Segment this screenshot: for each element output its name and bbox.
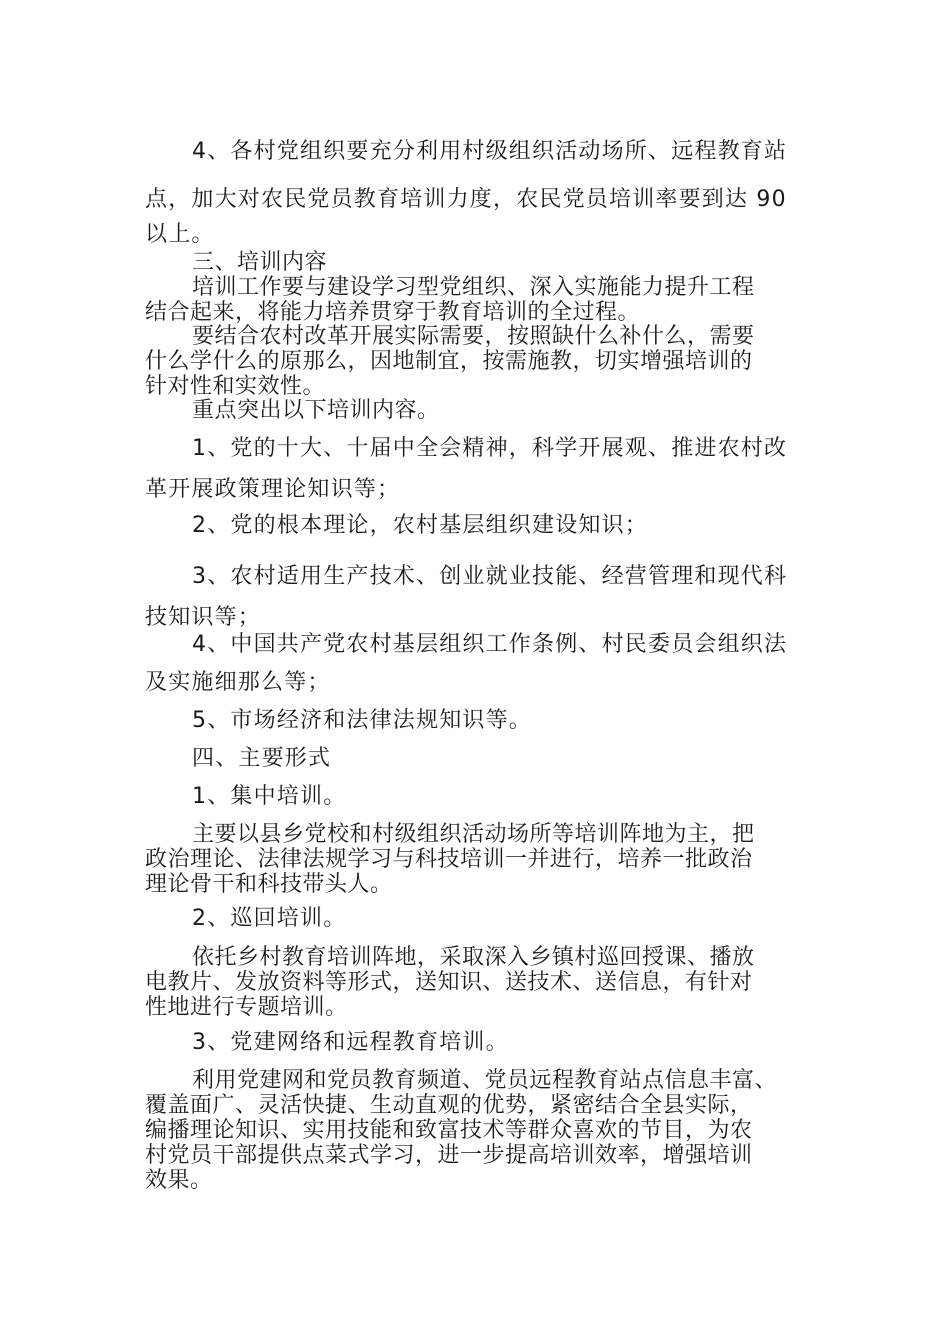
- text-line: 什么学什么的原那么，因地制宜，按需施教，切实增强培训的: [145, 349, 753, 374]
- text-line: 针对性和实效性。: [145, 374, 326, 399]
- text-line: 2、党的根本理论，农村基层组织建设知识；: [192, 513, 648, 538]
- text-line: 理论骨干和科技带头人。: [145, 872, 393, 897]
- paragraph-network-training: [145, 1068, 815, 1193]
- subheading-network-training: [145, 1024, 815, 1062]
- text-line: 5、市场经济和法律法规知识等。: [192, 708, 532, 733]
- text-line: 1、党的十大、十届中全会精神，科学开展观、推进农村改: [192, 436, 788, 461]
- text-line: 重点突出以下培训内容。: [192, 398, 440, 423]
- paragraph-key-content: [145, 398, 815, 423]
- list-item-5: [145, 702, 815, 740]
- section-heading: 三、培训内容: [192, 250, 328, 275]
- text-line: 及实施细那么等；: [145, 670, 331, 695]
- text-line: 结合起来，将能力培养贯穿于教育培训的全过程。: [145, 300, 641, 325]
- text-line: 革开展政策理论知识等；: [145, 477, 401, 502]
- section-heading: 四、主要形式: [192, 746, 332, 771]
- text-line: 4、中国共产党农村基层组织工作条例、村民委员会组织法: [192, 632, 788, 657]
- subheading-centralized-training: [145, 778, 815, 816]
- text-line: 3、农村适用生产技术、创业就业技能、经营管理和现代科: [192, 564, 788, 589]
- text-line: 覆盖面广、灵活快捷、生动直观的优势，紧密结合全县实际，: [145, 1093, 753, 1118]
- text-line: 政治理论、法律法规学习与科技培训一并进行，培养一批政治: [145, 847, 753, 872]
- paragraph-village-facilities: [145, 128, 815, 254]
- list-item-2: [145, 502, 815, 550]
- text-line: 点，加大对农民党员教育培训力度，农民党员培训率要到达 90: [145, 187, 787, 212]
- text-line: 利用党建网和党员教育频道、党员远程教育站点信息丰富、: [192, 1068, 778, 1093]
- text-line: 编播理论知识、实用技能和致富技术等群众喜欢的节目，为农: [145, 1118, 753, 1143]
- text-line: 效果。: [145, 1168, 213, 1193]
- text-line: 电教片、发放资料等形式，送知识、送技术、送信息，有针对: [145, 970, 753, 995]
- list-item-4: [145, 626, 815, 702]
- subheading: 3、党建网络和远程教育培训。: [192, 1030, 509, 1055]
- text-line: 4、各村党组织要充分利用村级组织活动场所、远程教育站: [192, 139, 788, 164]
- subheading: 2、巡回培训。: [192, 906, 347, 931]
- text-line: 依托乡村教育培训阵地，采取深入乡镇村巡回授课、播放: [192, 945, 755, 970]
- text-line: 培训工作要与建设学习型党组织、深入实施能力提升工程: [192, 275, 755, 300]
- text-line: 以上。: [145, 222, 215, 247]
- subheading: 1、集中培训。: [192, 784, 347, 809]
- subheading-roving-training: [145, 900, 815, 938]
- paragraph-roving-training: [145, 945, 815, 1020]
- paragraph-learning-party: [145, 275, 815, 325]
- section-heading-training-content: [145, 250, 815, 275]
- paragraph-rural-reform: [145, 324, 815, 399]
- text-line: 技知识等；: [145, 605, 262, 630]
- list-item-3: [145, 553, 815, 637]
- text-line: 村党员干部提供点菜式学习，进一步提高培训效率，增强培训: [145, 1143, 753, 1168]
- text-line: 主要以县乡党校和村级组织活动场所等培训阵地为主，把: [192, 822, 755, 847]
- text-line: 性地进行专题培训。: [145, 995, 348, 1020]
- list-item-1: [145, 425, 815, 509]
- section-heading-main-forms: [145, 740, 815, 778]
- paragraph-centralized-training: [145, 822, 815, 897]
- text-line: 要结合农村改革开展实际需要，按照缺什么补什么，需要: [192, 324, 755, 349]
